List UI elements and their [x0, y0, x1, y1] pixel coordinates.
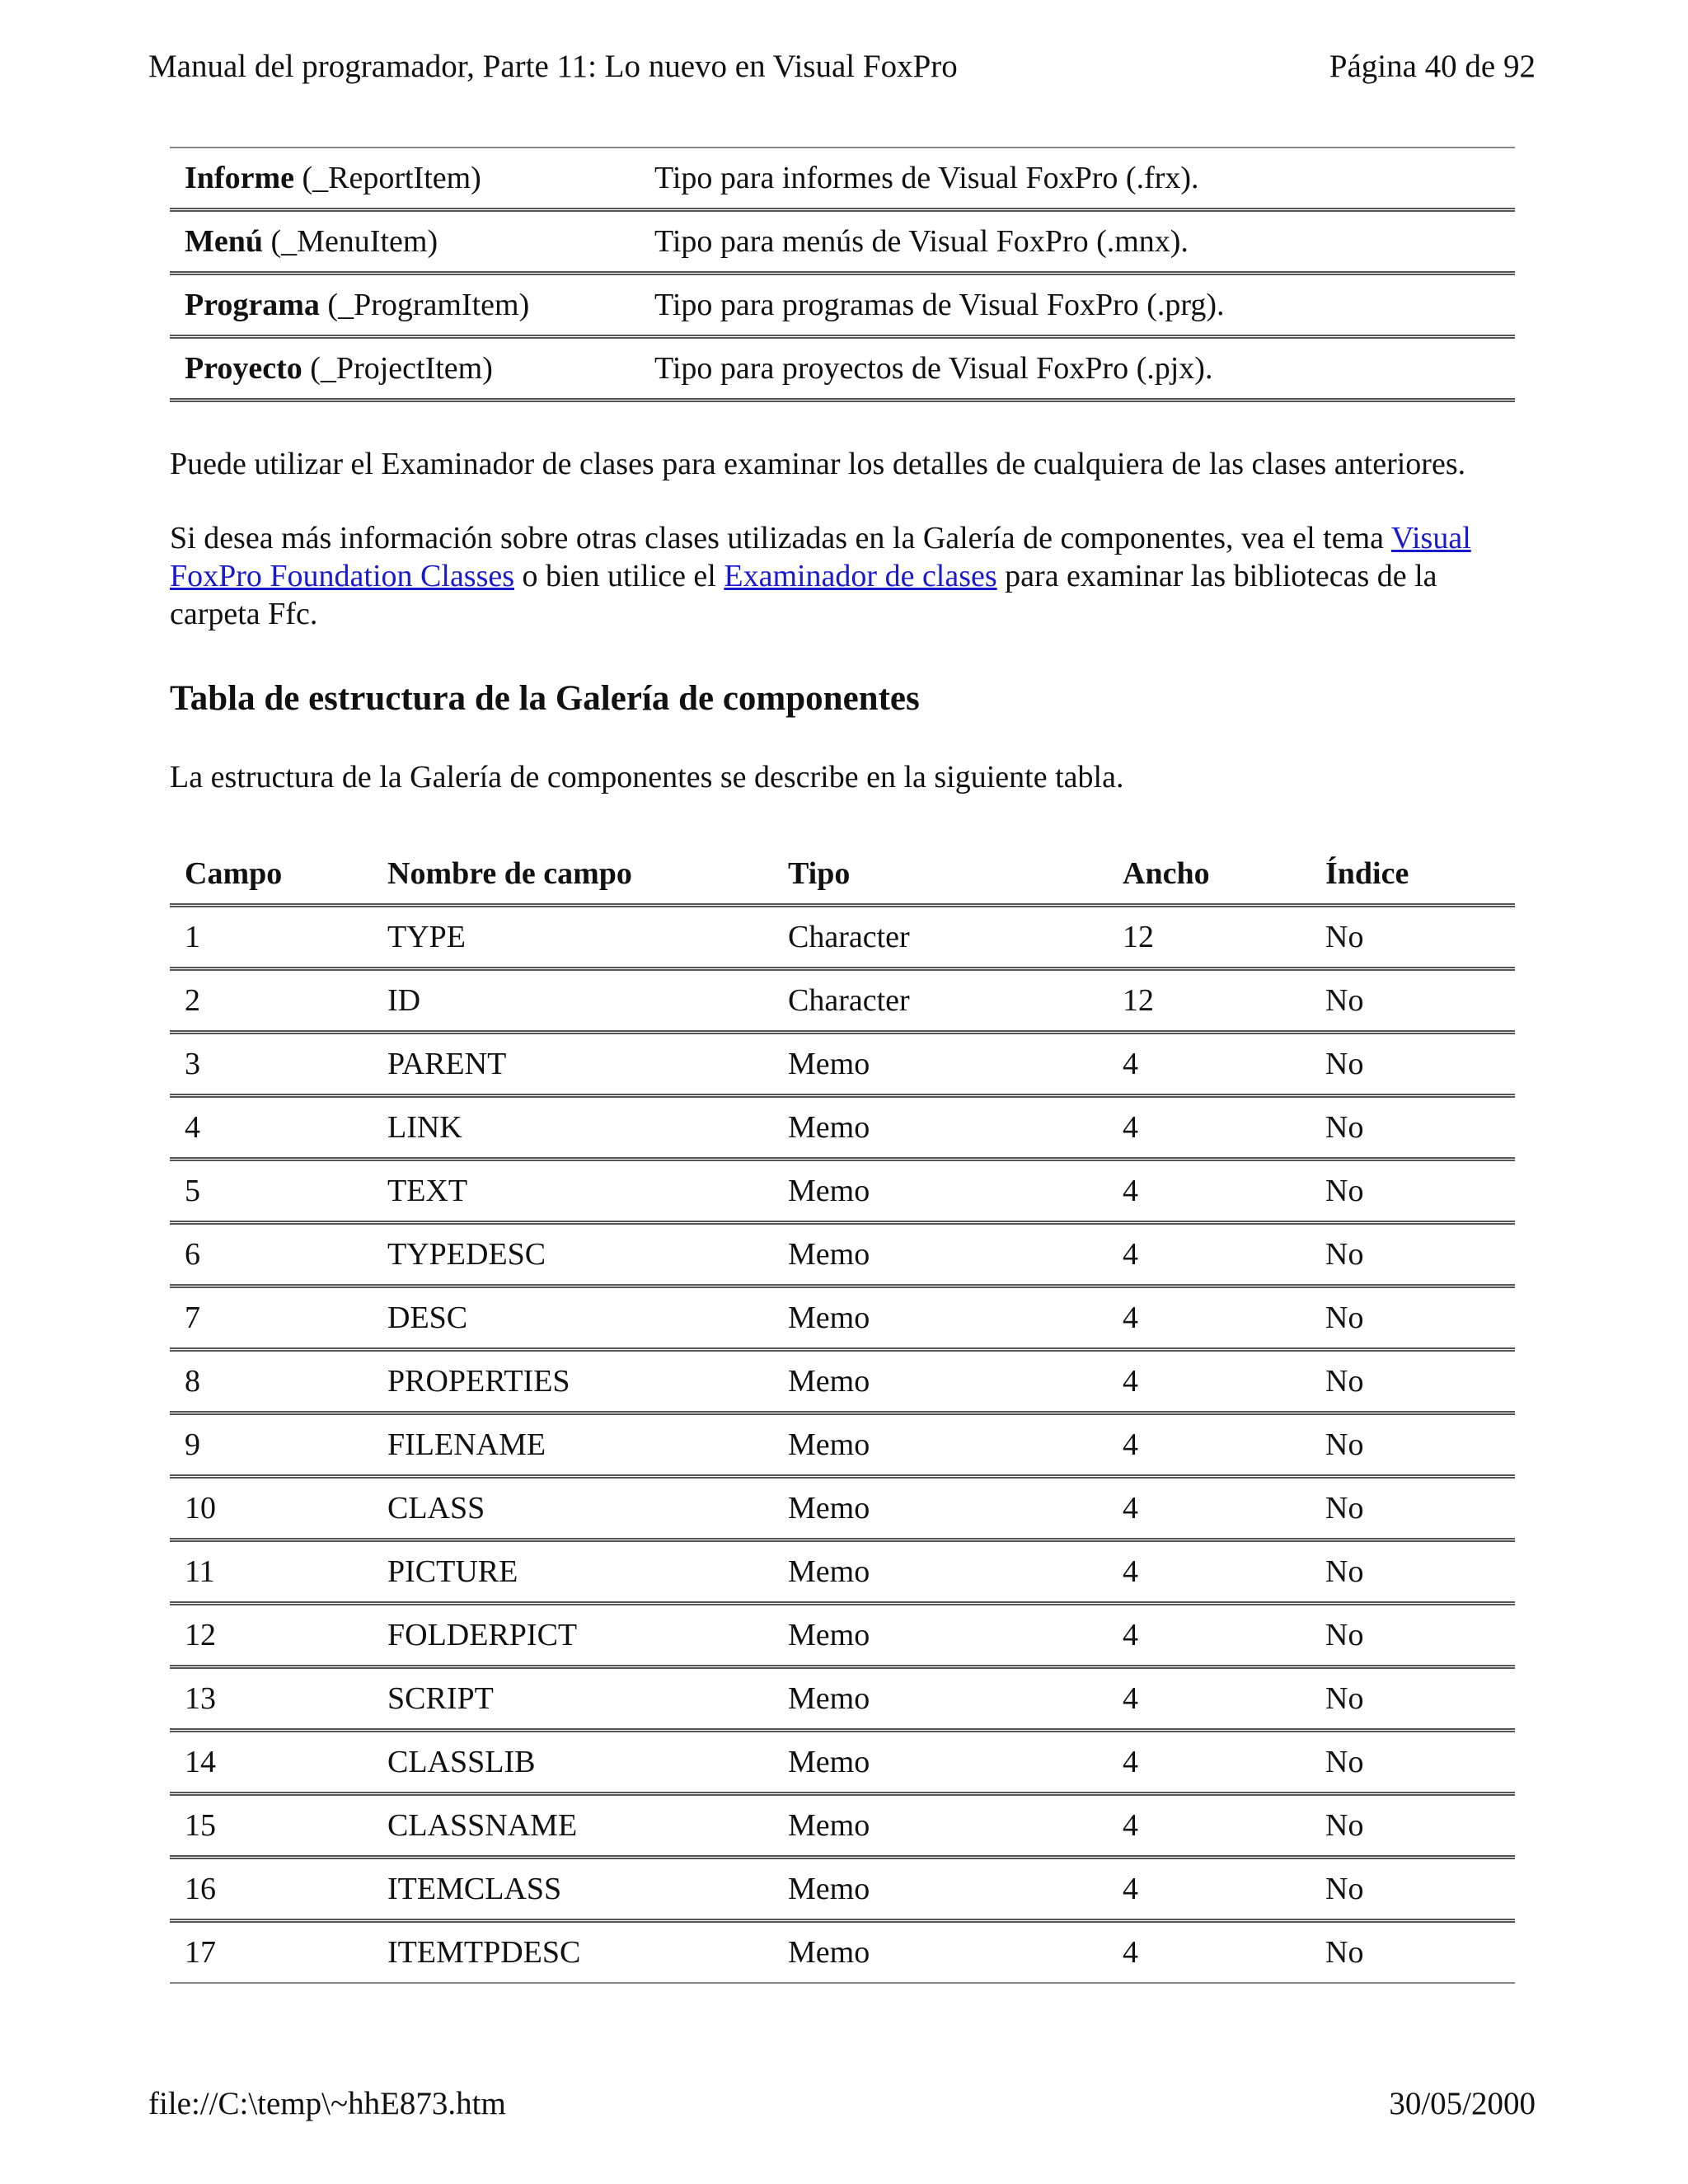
- cell-campo: 15: [170, 1794, 373, 1858]
- item-type-name: [170, 337, 640, 401]
- file-path: file://C:\temp\~hhE873.htm: [148, 2086, 506, 2121]
- cell-campo: 3: [170, 1033, 373, 1096]
- table-row: [170, 1604, 1515, 1667]
- cell-tipo: Character: [773, 906, 1108, 969]
- cell-indice: No: [1311, 1540, 1515, 1604]
- table-row: [170, 148, 1515, 210]
- cell-indice: No: [1311, 1033, 1515, 1096]
- cell-tipo: Memo: [773, 1413, 1108, 1477]
- item-type-description: Tipo para proyectos de Visual FoxPro (.pjx).: [640, 337, 1515, 401]
- main-content: [170, 147, 1515, 1984]
- page-number: Página 40 de 92: [1329, 49, 1536, 84]
- cell-ancho: 4: [1108, 1160, 1311, 1223]
- table-row: [170, 1223, 1515, 1286]
- cell-ancho: 4: [1108, 1540, 1311, 1604]
- cell-ancho: 4: [1108, 1350, 1311, 1413]
- cell-nombre: CLASS: [373, 1477, 773, 1540]
- cell-indice: No: [1311, 1794, 1515, 1858]
- table-row: [170, 337, 1515, 401]
- table-header-row: [170, 844, 1515, 906]
- table-row: [170, 1160, 1515, 1223]
- table-row: [170, 1858, 1515, 1921]
- cell-nombre: TYPE: [373, 906, 773, 969]
- column-header-campo: Campo: [170, 844, 373, 906]
- cell-tipo: Memo: [773, 1731, 1108, 1794]
- column-header-ancho: Ancho: [1108, 844, 1311, 906]
- cell-campo: 6: [170, 1223, 373, 1286]
- cell-nombre: ID: [373, 969, 773, 1033]
- cell-campo: 4: [170, 1096, 373, 1160]
- item-type-class: (_ProjectItem): [302, 351, 493, 386]
- table-row: [170, 906, 1515, 969]
- cell-ancho: 4: [1108, 1604, 1311, 1667]
- item-type-name: [170, 274, 640, 337]
- item-type-description: Tipo para programas de Visual FoxPro (.prg).: [640, 274, 1515, 337]
- cell-nombre: PICTURE: [373, 1540, 773, 1604]
- item-type-description: Tipo para informes de Visual FoxPro (.frx).: [640, 148, 1515, 210]
- item-type-label: Proyecto: [185, 351, 302, 386]
- table-row: [170, 1477, 1515, 1540]
- class-browser-link[interactable]: Examinador de clases: [724, 559, 997, 593]
- page-footer: [148, 2083, 1536, 2125]
- cell-ancho: 4: [1108, 1731, 1311, 1794]
- cell-ancho: 4: [1108, 1286, 1311, 1350]
- cell-nombre: FILENAME: [373, 1413, 773, 1477]
- cell-ancho: 4: [1108, 1921, 1311, 1984]
- item-type-class: (_ReportItem): [293, 161, 481, 195]
- cell-tipo: Memo: [773, 1286, 1108, 1350]
- cell-ancho: 4: [1108, 1223, 1311, 1286]
- table-row: [170, 1413, 1515, 1477]
- cell-nombre: CLASSNAME: [373, 1794, 773, 1858]
- cell-tipo: Memo: [773, 1858, 1108, 1921]
- table-row: [170, 1286, 1515, 1350]
- item-type-label: Programa: [185, 288, 320, 322]
- cell-campo: 17: [170, 1921, 373, 1984]
- table-row: [170, 1794, 1515, 1858]
- cell-nombre: LINK: [373, 1096, 773, 1160]
- table-row: [170, 969, 1515, 1033]
- cell-nombre: FOLDERPICT: [373, 1604, 773, 1667]
- paragraph-text: o bien utilice el: [514, 559, 724, 593]
- cell-ancho: 4: [1108, 1667, 1311, 1731]
- cell-ancho: 12: [1108, 969, 1311, 1033]
- item-type-table: [170, 147, 1515, 402]
- section-title: Tabla de estructura de la Galería de componentes: [170, 679, 920, 718]
- document-title: Manual del programador, Parte 11: Lo nuevo en Visual FoxPro: [148, 49, 958, 84]
- cell-campo: 13: [170, 1667, 373, 1731]
- paragraph-text: para examinar las bibliotecas de la carpeta Ffc.: [170, 559, 1437, 631]
- cell-campo: 2: [170, 969, 373, 1033]
- table-row: [170, 1540, 1515, 1604]
- cell-indice: No: [1311, 1096, 1515, 1160]
- table-row: [170, 1731, 1515, 1794]
- item-type-name: [170, 210, 640, 274]
- cell-nombre: PARENT: [373, 1033, 773, 1096]
- column-header-tipo: Tipo: [773, 844, 1108, 906]
- cell-campo: 12: [170, 1604, 373, 1667]
- foundation-classes-link[interactable]: Visual FoxPro Foundation Classes: [170, 521, 1471, 593]
- cell-nombre: ITEMCLASS: [373, 1858, 773, 1921]
- cell-ancho: 4: [1108, 1794, 1311, 1858]
- cell-nombre: PROPERTIES: [373, 1350, 773, 1413]
- cell-nombre: TEXT: [373, 1160, 773, 1223]
- table-row: [170, 1350, 1515, 1413]
- cell-indice: No: [1311, 1667, 1515, 1731]
- table-row: [170, 210, 1515, 274]
- cell-indice: No: [1311, 1286, 1515, 1350]
- structure-table: [170, 844, 1515, 1984]
- cell-nombre: ITEMTPDESC: [373, 1921, 773, 1984]
- cell-tipo: Character: [773, 969, 1108, 1033]
- item-type-description: Tipo para menús de Visual FoxPro (.mnx).: [640, 210, 1515, 274]
- item-type-class: (_MenuItem): [263, 224, 438, 259]
- cell-campo: 11: [170, 1540, 373, 1604]
- cell-campo: 8: [170, 1350, 373, 1413]
- cell-campo: 14: [170, 1731, 373, 1794]
- cell-ancho: 4: [1108, 1477, 1311, 1540]
- cell-ancho: 4: [1108, 1033, 1311, 1096]
- cell-indice: No: [1311, 1604, 1515, 1667]
- paragraph-class-browser: Puede utilizar el Examinador de clases para examinar los detalles de cualquiera de las clases anteriores.: [170, 447, 1466, 481]
- cell-tipo: Memo: [773, 1160, 1108, 1223]
- cell-tipo: Memo: [773, 1667, 1108, 1731]
- cell-indice: No: [1311, 906, 1515, 969]
- cell-nombre: SCRIPT: [373, 1667, 773, 1731]
- item-type-label: Informe: [185, 161, 294, 195]
- print-date: 30/05/2000: [1389, 2086, 1536, 2121]
- cell-tipo: Memo: [773, 1604, 1108, 1667]
- cell-campo: 10: [170, 1477, 373, 1540]
- cell-tipo: Memo: [773, 1223, 1108, 1286]
- cell-indice: No: [1311, 1350, 1515, 1413]
- cell-tipo: Memo: [773, 1477, 1108, 1540]
- cell-campo: 5: [170, 1160, 373, 1223]
- cell-indice: No: [1311, 1223, 1515, 1286]
- cell-ancho: 4: [1108, 1413, 1311, 1477]
- cell-tipo: Memo: [773, 1033, 1108, 1096]
- paragraph-more-info: [170, 519, 1515, 633]
- item-type-class: (_ProgramItem): [319, 288, 530, 322]
- cell-ancho: 12: [1108, 906, 1311, 969]
- cell-indice: No: [1311, 1731, 1515, 1794]
- cell-campo: 1: [170, 906, 373, 969]
- table-row: [170, 1033, 1515, 1096]
- cell-tipo: Memo: [773, 1096, 1108, 1160]
- cell-tipo: Memo: [773, 1540, 1108, 1604]
- cell-campo: 16: [170, 1858, 373, 1921]
- item-type-label: Menú: [185, 224, 263, 259]
- cell-ancho: 4: [1108, 1096, 1311, 1160]
- cell-nombre: TYPEDESC: [373, 1223, 773, 1286]
- table-row: [170, 1667, 1515, 1731]
- cell-indice: No: [1311, 1477, 1515, 1540]
- table-row: [170, 274, 1515, 337]
- cell-ancho: 4: [1108, 1858, 1311, 1921]
- cell-tipo: Memo: [773, 1794, 1108, 1858]
- column-header-nombre: Nombre de campo: [373, 844, 773, 906]
- cell-tipo: Memo: [773, 1921, 1108, 1984]
- cell-nombre: DESC: [373, 1286, 773, 1350]
- cell-campo: 7: [170, 1286, 373, 1350]
- cell-campo: 9: [170, 1413, 373, 1477]
- table-row: [170, 1096, 1515, 1160]
- table-row: [170, 1921, 1515, 1984]
- cell-tipo: Memo: [773, 1350, 1108, 1413]
- column-header-indice: Índice: [1311, 844, 1515, 906]
- cell-indice: No: [1311, 1413, 1515, 1477]
- cell-indice: No: [1311, 1160, 1515, 1223]
- page-header: [148, 46, 1536, 87]
- cell-indice: No: [1311, 1858, 1515, 1921]
- paragraph-structure-intro: La estructura de la Galería de componentes se describe en la siguiente tabla.: [170, 760, 1124, 794]
- item-type-name: [170, 148, 640, 210]
- paragraph-text: Si desea más información sobre otras clases utilizadas en la Galería de componentes, vea el tema: [170, 521, 1391, 555]
- cell-nombre: CLASSLIB: [373, 1731, 773, 1794]
- cell-indice: No: [1311, 1921, 1515, 1984]
- cell-indice: No: [1311, 969, 1515, 1033]
